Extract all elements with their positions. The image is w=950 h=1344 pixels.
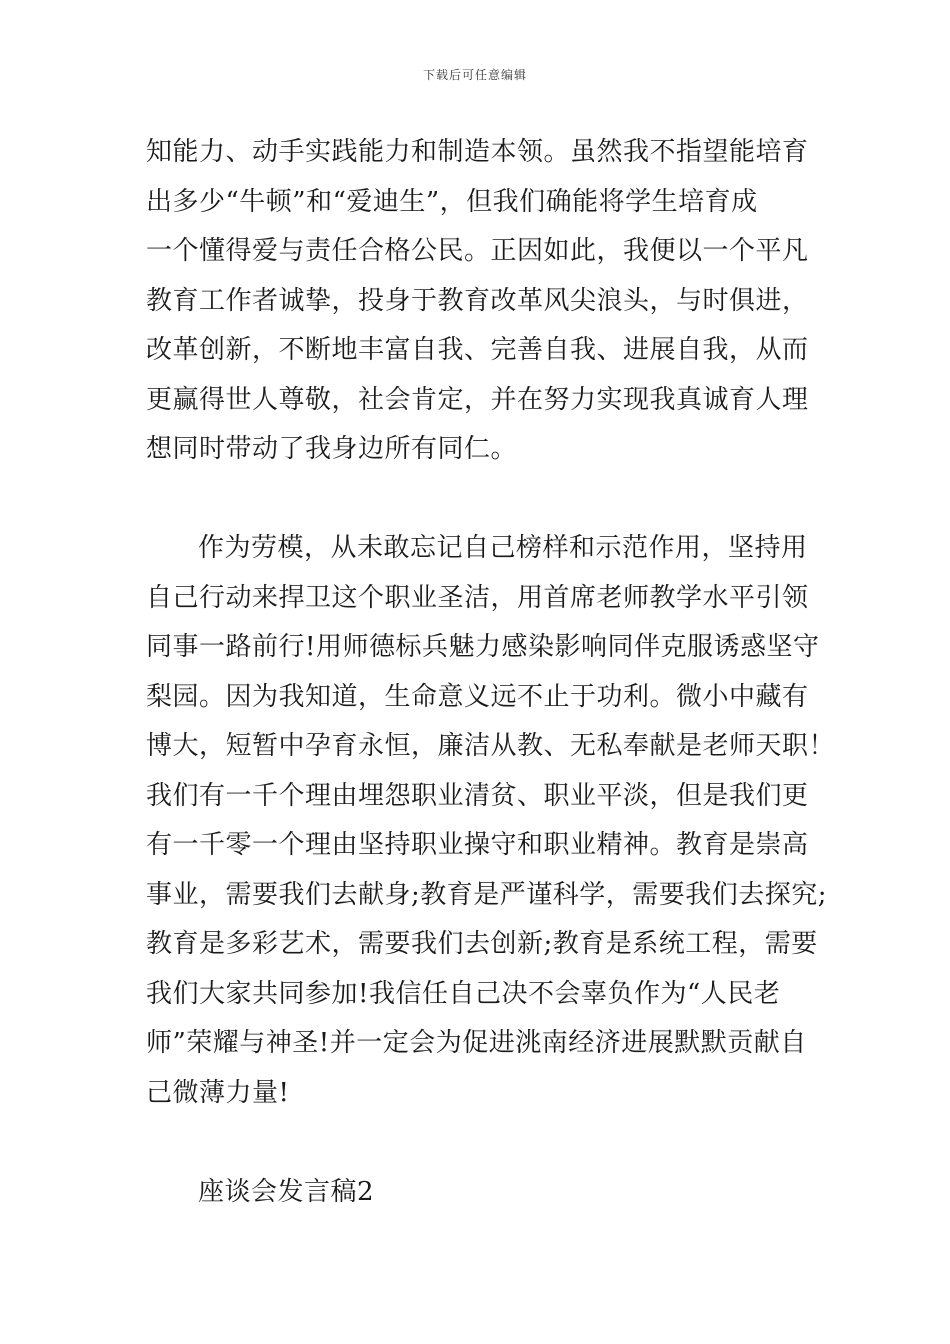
text-line: 改革创新，不断地丰富自我、完善自我、进展自我，从而 bbox=[146, 335, 809, 365]
paragraph-1 bbox=[146, 128, 826, 475]
text-line: 博大，短暂中孕育永恒，廉洁从教、无私奉献是老师天职！ bbox=[146, 731, 836, 761]
text-line: 出多少“牛顿”和“爱迪生”，但我们确能将学生培育成 bbox=[146, 186, 758, 217]
text-line: 自己行动来捍卫这个职业圣洁，用首席老师教学水平引领 bbox=[146, 582, 809, 613]
text-line: 知能力、动手实践能力和制造本领。虽然我不指望能培育 bbox=[146, 137, 809, 167]
text-line: 我们大家共同参加!我信任自己决不会辜负作为“人民老 bbox=[146, 978, 781, 1009]
text-line: 教育是多彩艺术，需要我们去创新;教育是系统工程，需要 bbox=[146, 929, 818, 959]
text-line: 想同时带动了我身边所有同仁。 bbox=[146, 434, 518, 464]
text-line: 梨园。因为我知道，生命意义远不止于功利。微小中藏有 bbox=[146, 681, 809, 712]
text-line: 有一千零一个理由坚持职业操守和职业精神。教育是崇高 bbox=[146, 830, 809, 860]
text-line: 事业，需要我们去献身;教育是严谨科学，需要我们去探究; bbox=[146, 879, 828, 910]
text-line: 己微薄力量! bbox=[146, 1077, 290, 1108]
text-line: 我们有一千个理由埋怨职业清贫、职业平淡，但是我们更 bbox=[146, 780, 809, 811]
text-line: 教育工作者诚挚，投身于教育改革风尖浪头，与时俱进， bbox=[146, 285, 809, 316]
paragraph-2 bbox=[146, 524, 836, 1118]
section-heading: 座谈会发言稿2 bbox=[198, 1176, 375, 1207]
text-line: 更赢得世人尊敬，社会肯定，并在努力实现我真诚育人理 bbox=[146, 384, 809, 415]
text-line: 一个懂得爱与责任合格公民。正因如此，我便以一个平凡 bbox=[146, 236, 809, 266]
page-header: 下载后可任意编辑 bbox=[422, 68, 527, 82]
text-line: 师”荣耀与神圣!并一定会为促进洮南经济进展默默贡献自 bbox=[146, 1028, 807, 1058]
text-line: 作为劳模，从未敢忘记自己榜样和示范作用，坚持用 bbox=[198, 533, 808, 563]
text-line: 同事一路前行!用师德标兵魅力感染影响同伴克服诱惑坚守 bbox=[146, 632, 820, 662]
document-body bbox=[146, 128, 836, 1217]
paragraph-gap bbox=[146, 475, 826, 525]
paragraph-gap bbox=[146, 1118, 826, 1168]
